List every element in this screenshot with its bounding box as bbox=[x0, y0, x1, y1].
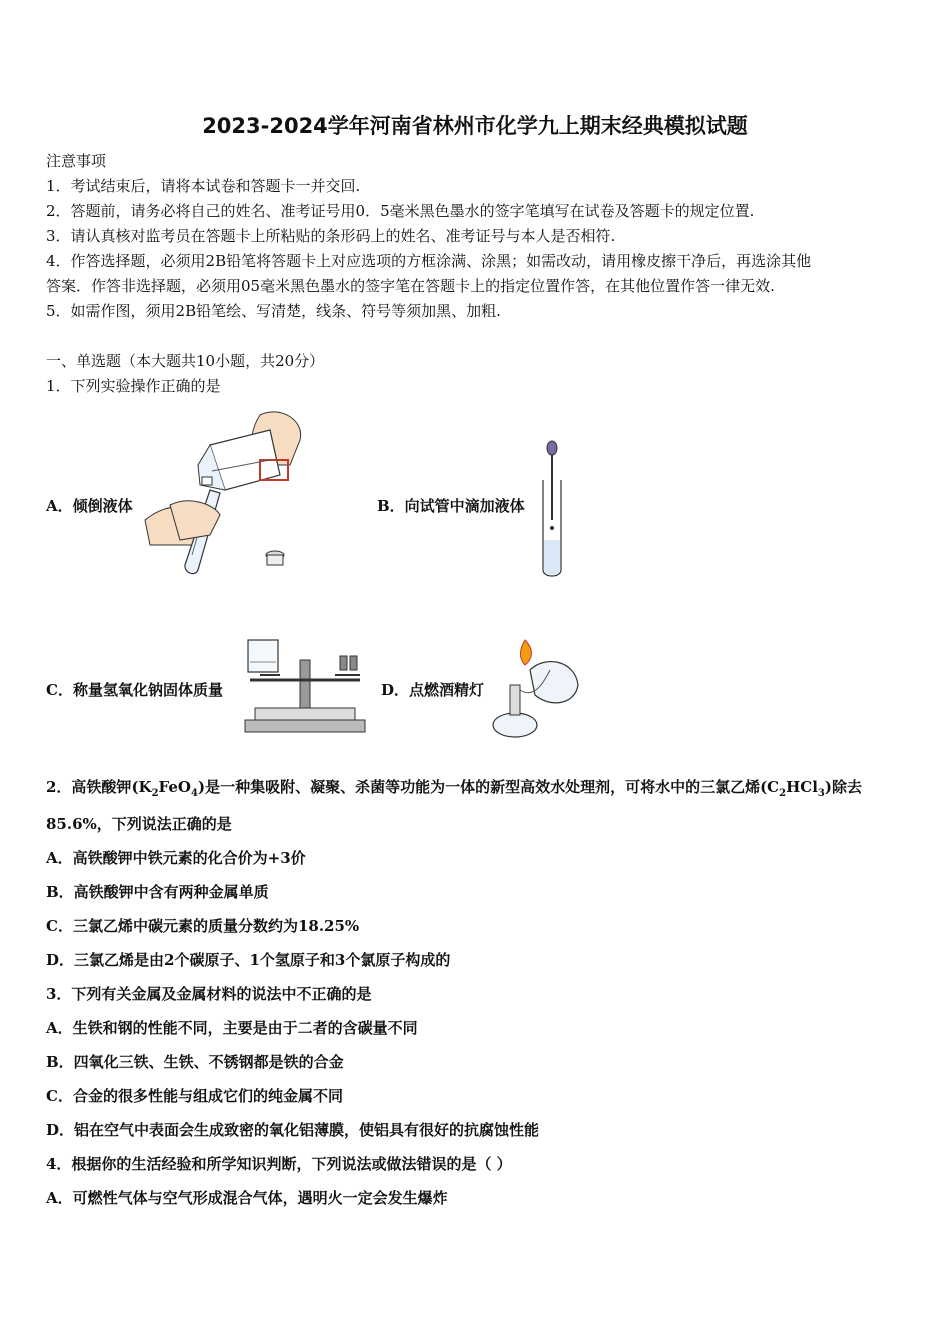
option-d: D．铝在空气中表面会生成致密的氧化铝薄膜，使铝具有很好的抗腐蚀性能 bbox=[46, 1121, 540, 1139]
page-title: 2023-2024学年河南省林州市化学九上期末经典模拟试题 bbox=[202, 114, 748, 138]
notice-item: 1．考试结束后，请将本试卷和答题卡一并交回. bbox=[46, 177, 361, 195]
subscript: 4 bbox=[191, 788, 198, 799]
q2-text: )除去 bbox=[824, 778, 862, 796]
question-stem bbox=[46, 777, 862, 804]
option-a: A．生铁和钢的性能不同，主要是由于二者的含碳量不同 bbox=[46, 1019, 418, 1037]
option-b: B．四氧化三铁、生铁、不锈钢都是铁的合金 bbox=[46, 1053, 344, 1071]
q2-text: HCl bbox=[786, 778, 818, 796]
question-stem-continued: 85.6%，下列说法正确的是 bbox=[46, 815, 232, 833]
alcohol-lamp-figure bbox=[490, 630, 585, 740]
notice-item: 3．请认真核对监考员在答题卡上所粘贴的条形码上的姓名、准考证号与本人是否相符. bbox=[46, 227, 616, 245]
option-c: C．合金的很多性能与组成它们的纯金属不同 bbox=[46, 1087, 343, 1105]
question-stem: 3．下列有关金属及金属材料的说法中不正确的是 bbox=[46, 985, 372, 1003]
notice-item: 答案．作答非选择题，必须用05毫米黑色墨水的签字笔在答题卡上的指定位置作答，在其他位置作答一律无效. bbox=[46, 277, 775, 295]
notice-item: 5．如需作图，须用2B铅笔绘、写清楚，线条、符号等须加黑、加粗. bbox=[46, 302, 501, 320]
subscript: 2 bbox=[151, 788, 159, 799]
option-d: D．三氯乙烯是由2个碳原子、1个氢原子和3个氯原子构成的 bbox=[46, 951, 451, 969]
option-c: C．称量氢氧化钠固体质量 bbox=[46, 681, 223, 699]
q2-text: FeO bbox=[158, 778, 191, 796]
option-a: A．可燃性气体与空气形成混合气体，遇明火一定会发生爆炸 bbox=[46, 1189, 448, 1207]
section-heading: 一、单选题（本大题共10小题，共20分） bbox=[46, 352, 325, 370]
question-stem: 4．根据你的生活经验和所学知识判断，下列说法或做法错误的是（ ） bbox=[46, 1155, 512, 1173]
notice-item: 2．答题前，请务必将自己的姓名、准考证号用0．5毫米黑色墨水的签字笔填写在试卷及答题卡的规定位置. bbox=[46, 202, 755, 220]
question-stem: 1．下列实验操作正确的是 bbox=[46, 377, 221, 395]
subscript: 2 bbox=[779, 788, 787, 799]
option-a: A．倾倒液体 bbox=[46, 497, 133, 515]
option-b: B．向试管中滴加液体 bbox=[377, 497, 525, 515]
notice-item: 4．作答选择题，必须用2B铅笔将答题卡上对应选项的方框涂满、涂黑；如需改动，请用橡皮擦干净后，再选涂其他 bbox=[46, 252, 812, 270]
subscript: 3 bbox=[817, 788, 825, 799]
dropper-test-tube-figure bbox=[535, 440, 570, 580]
pouring-liquid-figure bbox=[140, 405, 315, 580]
notice-heading: 注意事项 bbox=[46, 152, 107, 170]
option-b: B．高铁酸钾中含有两种金属单质 bbox=[46, 883, 269, 901]
option-c: C．三氯乙烯中碳元素的质量分数约为18.25% bbox=[46, 917, 360, 935]
q2-text: )是一种集吸附、凝聚、杀菌等功能为一体的新型高效水处理剂，可将水中的三氯乙烯(C bbox=[197, 778, 780, 796]
balance-figure bbox=[240, 630, 370, 735]
option-a: A．高铁酸钾中铁元素的化合价为+3价 bbox=[46, 849, 306, 867]
q2-text: 2．高铁酸钾(K bbox=[46, 778, 152, 796]
option-d: D．点燃酒精灯 bbox=[381, 681, 485, 699]
